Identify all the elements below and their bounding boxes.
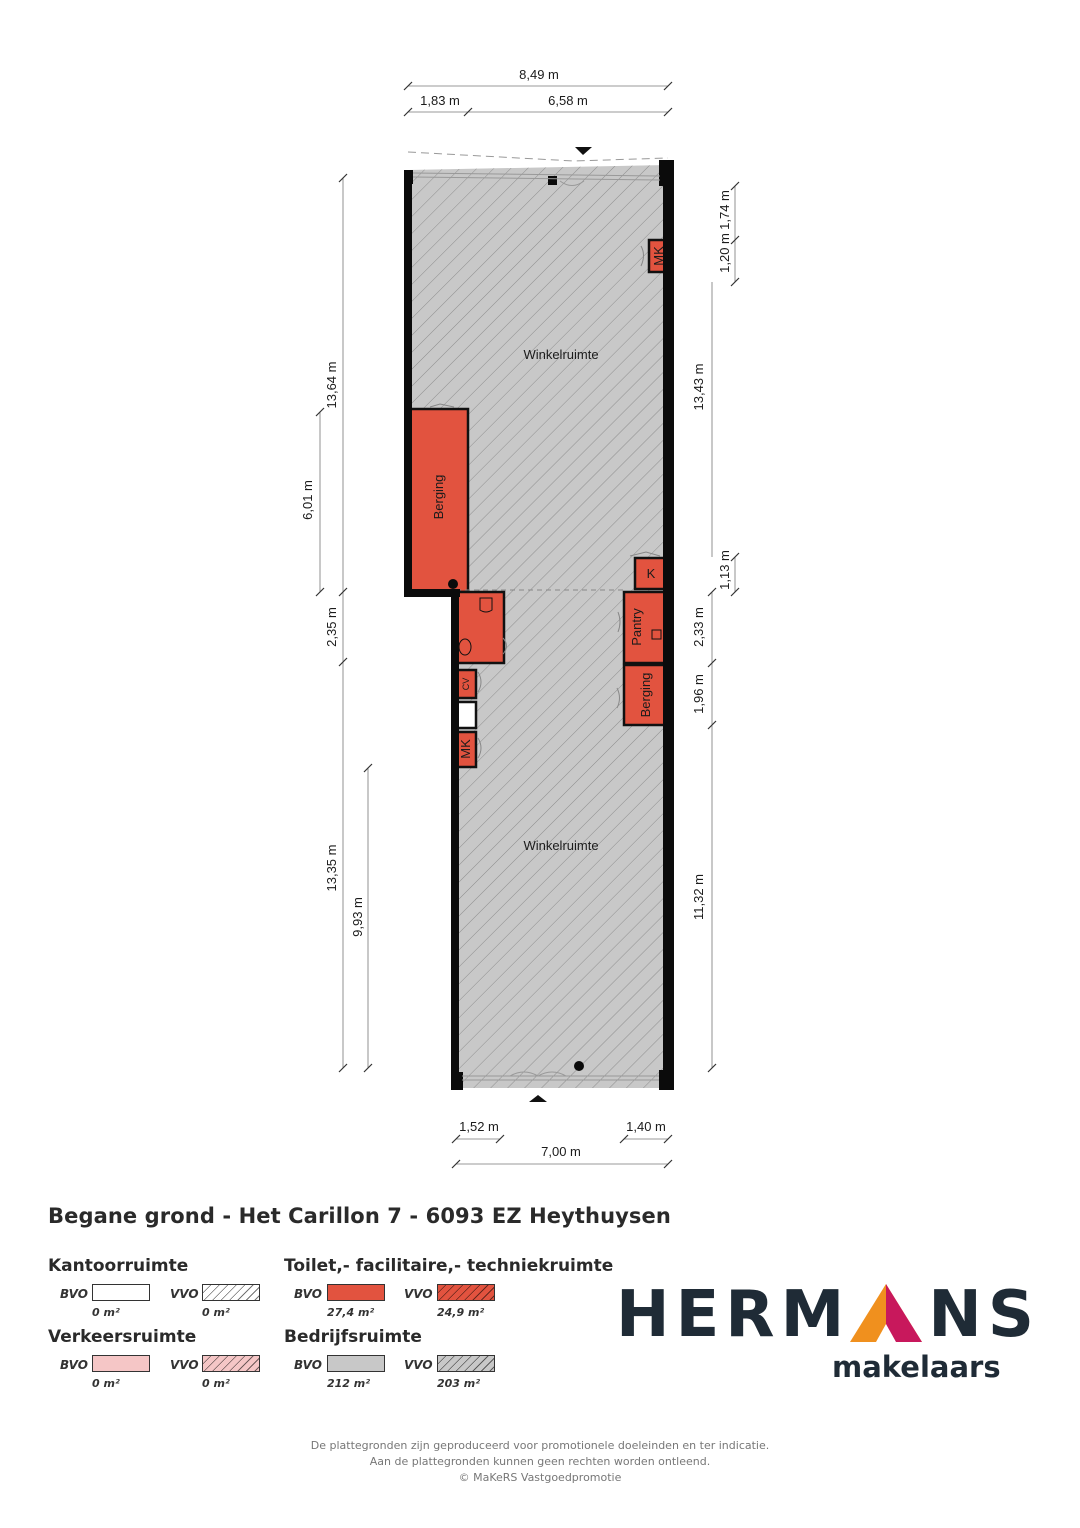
footer-line-3: © MaKeRS Vastgoedpromotie xyxy=(458,1471,622,1484)
dim-bottom-right: 1,40 m xyxy=(626,1119,666,1134)
legend-kantoor-bvo-label: BVO xyxy=(60,1287,88,1301)
room-label-mk-top: MK xyxy=(651,246,666,266)
dim-right-berging: 1,96 m xyxy=(691,674,706,714)
dim-left-mid: 2,35 m xyxy=(324,607,339,647)
legend-bedrijf-vvo-value: 203 m² xyxy=(437,1377,481,1390)
legend-bedrijf-bvo-swatch xyxy=(327,1355,385,1372)
legend-verkeer-bvo-value: 0 m² xyxy=(92,1377,120,1390)
footer-line-1: De plattegronden zijn geproduceerd voor promotionele doeleinden en ter indicatie. xyxy=(310,1439,770,1452)
room-label-k: K xyxy=(646,566,656,581)
legend-verkeer-vvo-label: VVO xyxy=(170,1358,199,1372)
legend-toilet-bvo-swatch xyxy=(327,1284,385,1301)
legend-bedrijf-title: Bedrijfsruimte xyxy=(284,1327,422,1347)
dim-top-right: 6,58 m xyxy=(548,93,588,108)
legend-toilet-vvo-swatch xyxy=(437,1284,495,1301)
footer-line-2: Aan de plattegronden kunnen geen rechten worden ontleend. xyxy=(369,1455,711,1468)
room-label-berging-right: Berging xyxy=(638,672,653,718)
room-label-mk-bottom: MK xyxy=(458,739,473,759)
dim-left-upper: 13,64 m xyxy=(324,361,339,409)
legend-bedrijf-bvo-label: BVO xyxy=(294,1358,322,1372)
dim-left-lower-inner: 9,93 m xyxy=(350,897,365,937)
legend-verkeer-vvo-value: 0 m² xyxy=(202,1377,230,1390)
room-label-winkelruimte-bottom: Winkelruimte xyxy=(523,838,599,853)
legend-kantoor-bvo-value: 0 m² xyxy=(92,1306,120,1319)
logo-a-triangle-icon xyxy=(850,1284,922,1342)
legend-toilet-bvo-label: BVO xyxy=(294,1287,322,1301)
dim-right-pantry: 2,33 m xyxy=(691,607,706,647)
dim-left-lower: 13,35 m xyxy=(324,844,339,892)
legend-kantoor-bvo-swatch xyxy=(92,1284,150,1301)
front-entrance-marker xyxy=(575,147,592,155)
dim-right-k: 1,13 m xyxy=(717,550,732,590)
room-label-berging-left: Berging xyxy=(431,474,446,520)
page-title: Begane grond - Het Carillon 7 - 6093 EZ Heythuysen xyxy=(48,1204,671,1228)
legend-bedrijf-vvo-label: VVO xyxy=(404,1358,433,1372)
legend-verkeer-title: Verkeersruimte xyxy=(48,1327,197,1347)
room-label-pantry: Pantry xyxy=(629,608,644,646)
dim-right-upper: 13,43 m xyxy=(691,363,706,411)
dim-right-top-a: 1,74 m xyxy=(717,190,732,230)
legend-toilet-vvo-value: 24,9 m² xyxy=(437,1306,485,1319)
legend-kantoor-vvo-value: 0 m² xyxy=(202,1306,230,1319)
room-label-cv: CV xyxy=(461,677,471,691)
dim-top-total: 8,49 m xyxy=(519,67,559,82)
legend-toilet-vvo-label: VVO xyxy=(404,1287,433,1301)
legend-verkeer-bvo-label: BVO xyxy=(60,1358,88,1372)
room-label-winkelruimte-top: Winkelruimte xyxy=(523,347,599,362)
dim-top-left: 1,83 m xyxy=(420,93,460,108)
legend-kantoor-vvo-label: VVO xyxy=(170,1287,199,1301)
logo-word-right: NS xyxy=(928,1278,1040,1352)
dim-left-inner: 6,01 m xyxy=(300,480,315,520)
dim-bottom-total: 7,00 m xyxy=(541,1144,581,1159)
dim-right-top-b: 1,20 m xyxy=(717,233,732,273)
legend-bedrijf-vvo-swatch xyxy=(437,1355,495,1372)
logo-word-left: HERM xyxy=(616,1278,851,1352)
legend-kantoor-title: Kantoorruimte xyxy=(48,1256,189,1276)
legend-verkeer-vvo-swatch xyxy=(202,1355,260,1372)
dim-right-lower: 11,32 m xyxy=(691,873,706,921)
rear-entrance-marker xyxy=(529,1095,547,1102)
legend-toilet-title: Toilet,- facilitaire,- techniekruimte xyxy=(284,1256,614,1276)
dim-bottom-left: 1,52 m xyxy=(459,1119,499,1134)
legend-kantoor-vvo-swatch xyxy=(202,1284,260,1301)
legend-bedrijf-bvo-value: 212 m² xyxy=(327,1377,371,1390)
legend-toilet-bvo-value: 27,4 m² xyxy=(327,1306,375,1319)
legend-verkeer-bvo-swatch xyxy=(92,1355,150,1372)
logo-wordmark xyxy=(616,1278,1040,1352)
logo-subtitle: makelaars xyxy=(832,1350,1001,1384)
